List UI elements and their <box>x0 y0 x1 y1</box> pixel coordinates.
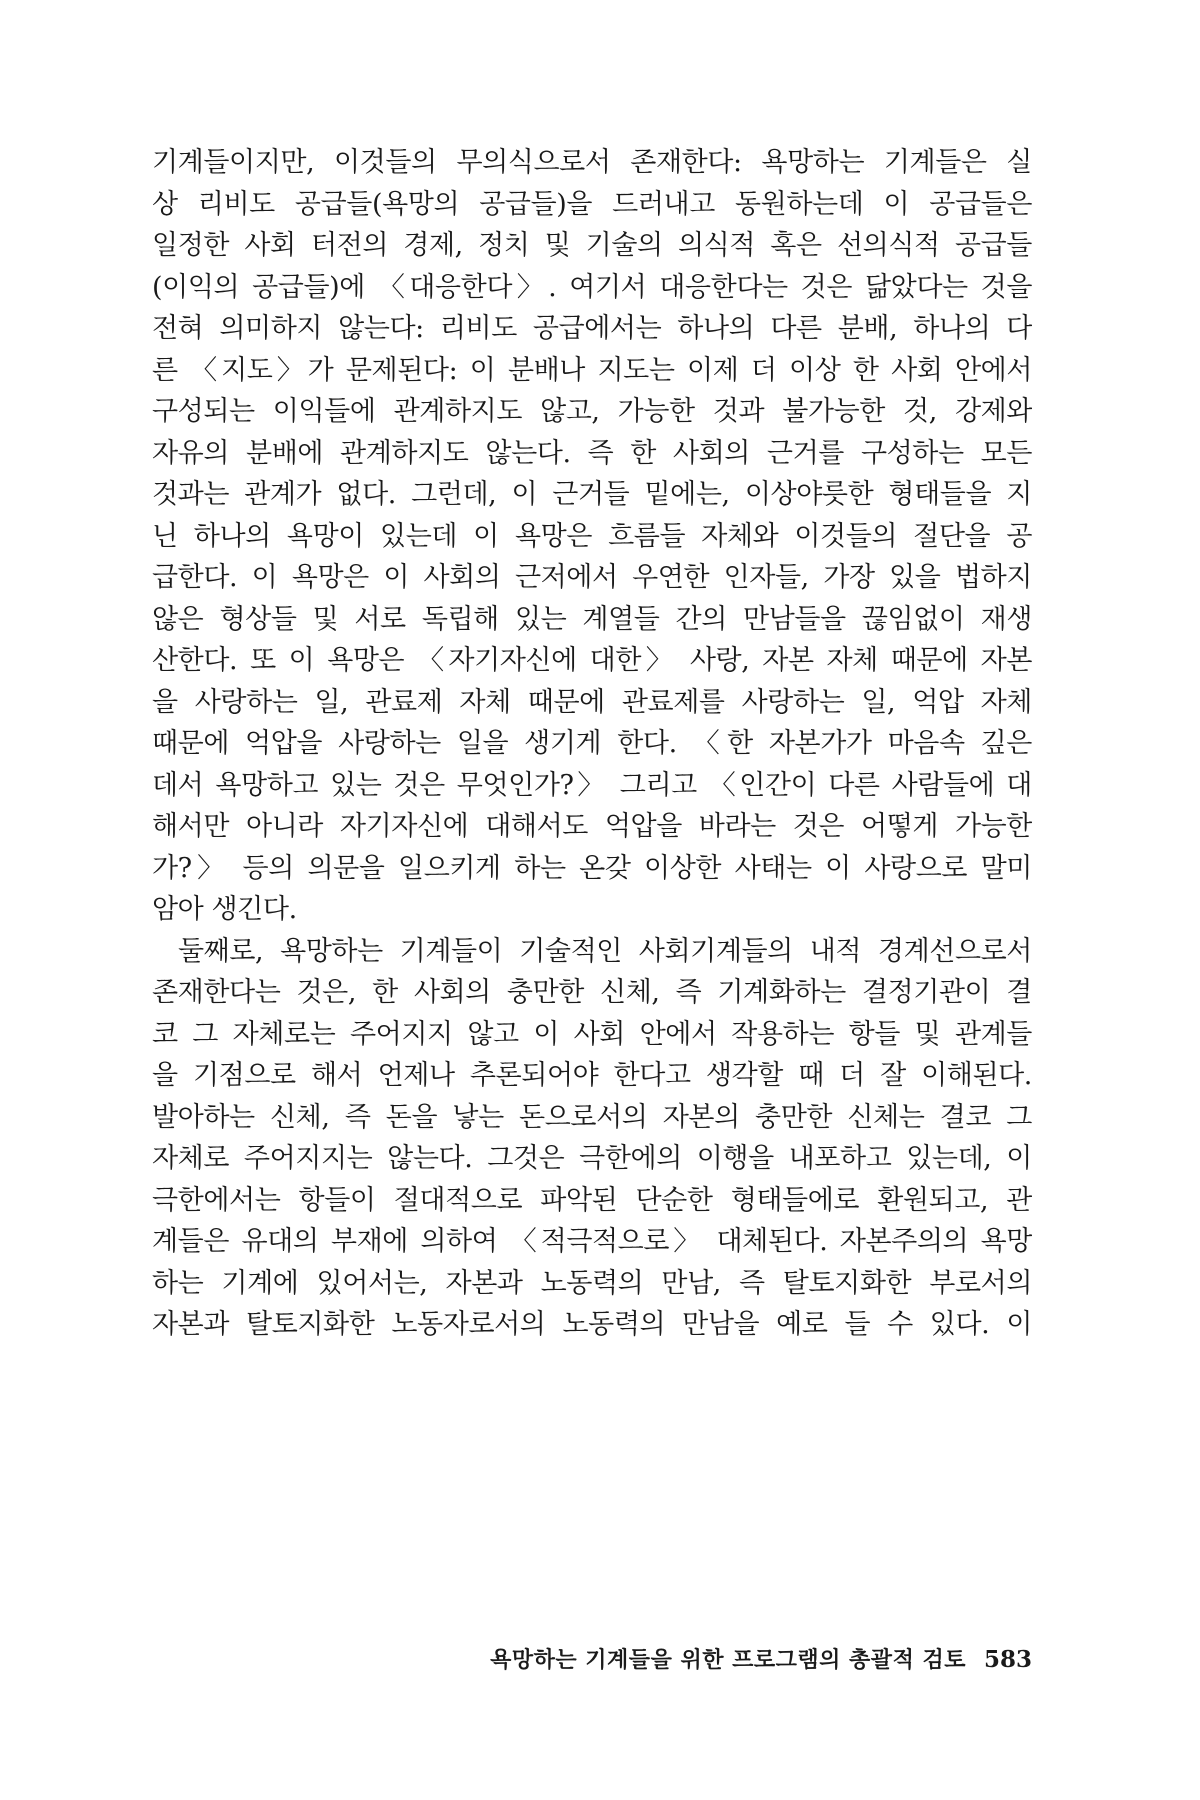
text-line: 구성되는 이익들에 관계하지도 않고, 가능한 것과 불가능한 것, 강제와 <box>152 396 1032 427</box>
text-line: 급한다. 이 욕망은 이 사회의 근저에서 우연한 인자들, 가장 있을 법하지 <box>152 562 1032 593</box>
text-line: 상 리비도 공급들(욕망의 공급들)을 드러내고 동원하는데 이 공급들은 <box>152 188 1032 220</box>
text-line: 일정한 사회 터전의 경제, 정치 및 기술의 의식적 혹은 선의식적 공급들 <box>152 230 1032 261</box>
text-line: 존재한다는 것은, 한 사회의 충만한 신체, 즉 기계화하는 결정기관이 결 <box>152 977 1032 1008</box>
text-line: 극한에서는 항들이 절대적으로 파악된 단순한 형태들에로 환원되고, 관 <box>152 1184 1032 1216</box>
text-line: 전혀 의미하지 않는다: 리비도 공급에서는 하나의 다른 분배, 하나의 다 <box>152 313 1032 344</box>
text-line: 기계들이지만, 이것들의 무의식으로서 존재한다: 욕망하는 기계들은 실 <box>152 147 1032 178</box>
text-line: 발아하는 신체, 즉 돈을 낳는 돈으로서의 자본의 충만한 신체는 결코 그 <box>152 1101 1032 1133</box>
text-line: 해서만 아니라 자기자신에 대해서도 억압을 바라는 것은 어떻게 가능한 <box>152 811 1032 842</box>
text-line: (이익의 공급들)에 〈대응한다〉. 여기서 대응한다는 것은 닮았다는 것을 <box>152 271 1032 303</box>
text-line: 것과는 관계가 없다. 그런데, 이 근거들 밑에는, 이상야릇한 형태들을 지 <box>152 479 1032 510</box>
text-line: 않은 형상들 및 서로 독립해 있는 계열들 간의 만남들을 끊임없이 재생 <box>152 603 1032 635</box>
text-line: 하는 기계에 있어서는, 자본과 노동력의 만남, 즉 탈토지화한 부로서의 <box>152 1267 1032 1299</box>
text-line: 을 사랑하는 일, 관료제 자체 때문에 관료제를 사랑하는 일, 억압 자체 <box>152 686 1032 718</box>
text-line: 코 그 자체로는 주어지지 않고 이 사회 안에서 작용하는 항들 및 관계들 <box>152 1018 1032 1050</box>
text-line: 자본과 탈토지화한 노동자로서의 노동력의 만남을 예로 들 수 있다. 이 <box>152 1309 1032 1340</box>
page-footer <box>152 1640 1032 1680</box>
text-line: 가?〉 등의 의문을 일으키게 하는 온갖 이상한 사태는 이 사랑으로 말미 <box>152 852 1032 884</box>
text-line: 데서 욕망하고 있는 것은 무엇인가?〉 그리고 〈인간이 다른 사람들에 대 <box>152 769 1032 801</box>
text-line: 닌 하나의 욕망이 있는데 이 욕망은 흐름들 자체와 이것들의 절단을 공 <box>152 520 1032 552</box>
page-number: 583 <box>983 1646 1032 1673</box>
text-line: 자체로 주어지지는 않는다. 그것은 극한에의 이행을 내포하고 있는데, 이 <box>152 1143 1032 1174</box>
body-text <box>152 142 1032 1346</box>
text-line: 때문에 억압을 사랑하는 일을 생기게 한다. 〈한 자본가가 마음속 깊은 <box>152 728 1032 759</box>
text-line: 른 〈지도〉가 문제된다: 이 분배나 지도는 이제 더 이상 한 사회 안에서 <box>152 354 1032 386</box>
text-line: 을 기점으로 해서 언제나 추론되어야 한다고 생각할 때 더 잘 이해된다. <box>152 1060 1032 1091</box>
text-line: 둘째로, 욕망하는 기계들이 기술적인 사회기계들의 내적 경계선으로서 <box>178 935 1032 967</box>
paragraph-2 <box>152 931 1032 1346</box>
paragraph-1 <box>152 142 1032 931</box>
text-line: 산한다. 또 이 욕망은 〈자기자신에 대한〉 사랑, 자본 자체 때문에 자본 <box>152 645 1032 676</box>
text-line: 암아 생긴다. <box>152 894 297 925</box>
text-line: 자유의 분배에 관계하지도 않는다. 즉 한 사회의 근거를 구성하는 모든 <box>152 437 1032 469</box>
text-line: 계들은 유대의 부재에 의하여 〈적극적으로〉 대체된다. 자본주의의 욕망 <box>152 1226 1032 1257</box>
running-title: 욕망하는 기계들을 위한 프로그램의 총괄적 검토 <box>490 1648 966 1673</box>
